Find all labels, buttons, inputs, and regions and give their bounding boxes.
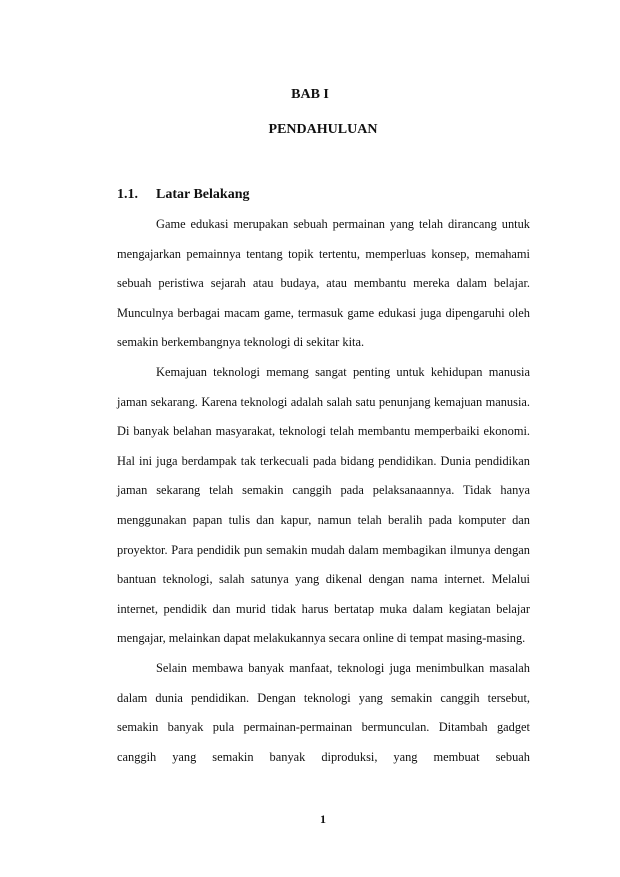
paragraph: Kemajuan teknologi memang sangat penting untuk kehidupan manusia jaman sekarang. Karena teknologi adalah salah satu penunjang kemajuan manusia. Di banyak belahan masyarakat, teknologi telah membantu memperbaiki ekonomi. Hal ini juga berdampak tak terkecuali pada bidang pendidikan. Dunia pendidikan jaman sekarang telah semakin canggih pada pelaksanaannya. Tidak hanya menggunakan papan tulis dan kapur, namun telah beralih pada komputer dan proyektor. Para pendidik pun semakin mudah dalam membagikan ilmunya dengan bantuan teknologi, salah satunya yang dikenal dengan nama internet. Melalui internet, pendidik dan murid tidak harus bertatap muka dalam kegiatan belajar mengajar, melainkan dapat melakukannya secara online di tempat masing-masing. <box>117 364 530 646</box>
chapter-number: BAB I <box>291 87 329 102</box>
section-title: Latar Belakang <box>156 187 250 202</box>
paragraph: Game edukasi merupakan sebuah permainan yang telah dirancang untuk mengajarkan pemainnya tentang topik tertentu, memperluas konsep, memahami sebuah peristiwa sejarah atau budaya, atau membantu mereka dalam belajar. Munculnya berbagai macam game, termasuk game edukasi juga dipengaruhi oleh semakin berkembangnya teknologi di sekitar kita. <box>117 217 530 350</box>
chapter-title: PENDAHULUAN <box>268 122 378 137</box>
page-number: 1 <box>320 812 326 826</box>
section-number: 1.1. <box>117 187 138 202</box>
paragraph: Selain membawa banyak manfaat, teknologi juga menimbulkan masalah dalam dunia pendidikan. Dengan teknologi yang semakin canggih tersebut, semakin banyak pula permainan-permainan bermunculan. Ditambah gadget canggih yang semakin banyak diproduksi, yang membuat sebuah <box>117 660 530 764</box>
section-heading <box>117 187 249 203</box>
body-text <box>117 210 530 772</box>
